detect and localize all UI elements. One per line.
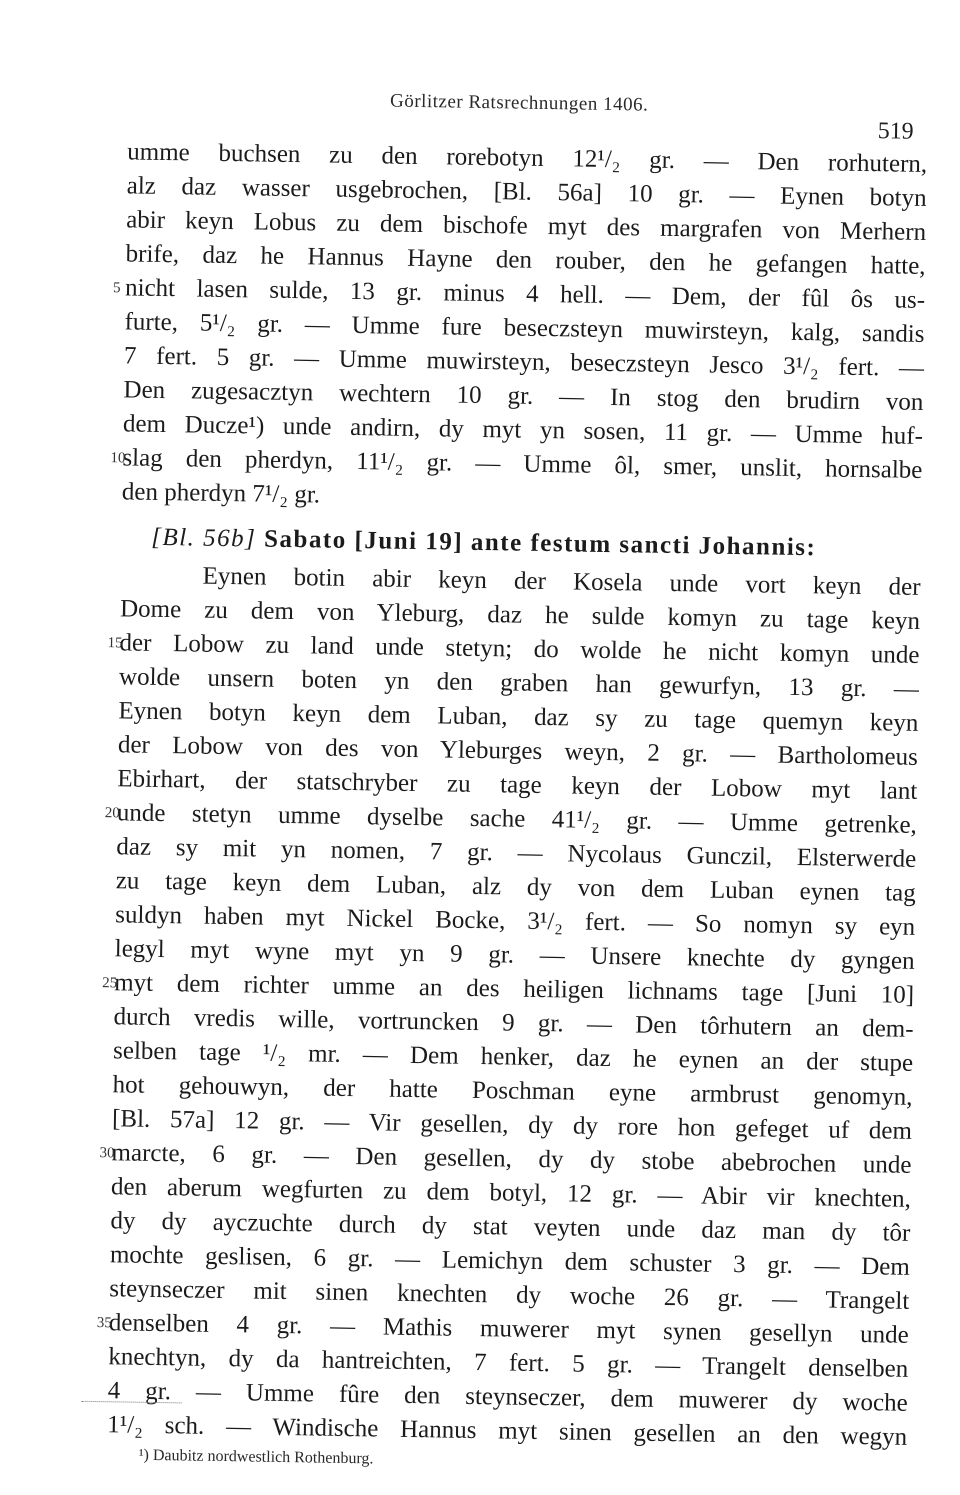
text-line: furte, 5¹/₂ gr. — Umme fure beseczsteyn muwirsteyn, kalg, sandis [124, 308, 925, 348]
line-number: 30 [99, 1145, 115, 1162]
footnote: ¹) Daubitz nordwestlich Rothenburg. [138, 1446, 374, 1468]
text-line: dy dy ayczuchte durch dy stat veyten unde daz man dy tôr [110, 1207, 911, 1247]
text-line: durch vredis wille, vortruncken 9 gr. — Den tôrhutern an dem- [113, 1003, 914, 1043]
text-line: legyl myt wyne myt yn 9 gr. — Unsere knechte dy gyngen [114, 935, 915, 975]
folio-reference: [Bl. 56b] [150, 523, 257, 553]
text-line: hot gehouwyn, der hatte Poschman eyne armbrust genomyn, [112, 1071, 913, 1111]
text-line: steynseczer mit sinen knechten dy woche 26 gr. — Trangelt [109, 1275, 910, 1315]
text-line: marcte, 6 gr. — Den gesellen, dy dy stobe abebrochen unde [111, 1139, 912, 1179]
line-number: 25 [102, 975, 118, 992]
text-line: der Lobow von des von Yleburges weyn, 2 gr. — Bartholomeus [117, 731, 919, 771]
heading-text: Sabato [Juni 19] ante festum sancti Johannis: [263, 525, 817, 562]
text-line: abir keyn Lobus zu dem bischofe myt des margrafen von Merhern [125, 206, 927, 246]
text-line: slag den pherdyn, 11¹/₂ gr. — Umme ôl, smer, unslit, hornsalbe [122, 444, 923, 484]
text-line: Dome zu dem von Yleburg, daz he sulde komyn zu tage keyn [119, 595, 921, 635]
section-heading [151, 523, 911, 565]
text-line: myt dem richter umme an des heiligen lichnams tage [Juni 10] [113, 969, 915, 1009]
text-line: daz sy mit yn nomen, 7 gr. — Nycolaus Gunczil, Elsterwerde [116, 833, 917, 873]
text-line: suldyn haben myt Nickel Bocke, 3¹/₂ fert. — So nomyn sy eyn [115, 901, 916, 941]
text-line: dem Ducze¹) unde andirn, dy myt yn sosen, 11 gr. — Umme huf- [122, 410, 924, 450]
text-line: selben tage ¹/₂ mr. — Dem henker, daz he eynen an der stupe [112, 1037, 914, 1077]
line-number: 10 [110, 450, 126, 467]
text-line: mochte geslisen, 6 gr. — Lemichyn dem schuster 3 gr. — Dem [109, 1241, 911, 1281]
line-number: 5 [112, 280, 121, 297]
text-line: Eynen botin abir keyn der Kosela unde vort keyn der [202, 562, 921, 601]
text-line: 4 gr. — Umme fûre den steynseczer, dem muwerer dy woche [107, 1377, 908, 1417]
text-line: Den zugesacztyn wechtern 10 gr. — In stog den brudirn von [123, 376, 924, 416]
text-line: [Bl. 57a] 12 gr. — Vir gesellen, dy dy rore hon gefeget uf dem [111, 1105, 913, 1145]
text-line: umme buchsen zu den rorebotyn 12¹/₂ gr. — Den rorhutern, [127, 138, 928, 178]
page-number: 519 [877, 118, 914, 145]
text-line: 7 fert. 5 gr. — Umme muwirsteyn, beseczsteyn Jesco 3¹/₂ fert. — [123, 342, 925, 382]
text-line: nicht lasen sulde, 13 gr. minus 4 hell. — Dem, der fûl ôs us- [124, 274, 926, 314]
running-header: Görlitzer Ratsrechnungen 1406. [389, 90, 649, 116]
text-line: der Lobow zu land unde stetyn; do wolde he nicht komyn unde [119, 629, 920, 669]
text-line: den pherdyn 7¹/₂ gr. [121, 478, 321, 509]
text-line: denselben 4 gr. — Mathis muwerer myt synen gesellyn unde [108, 1309, 909, 1349]
text-line: Eynen botyn keyn dem Luban, daz sy zu tage quemyn keyn [118, 697, 919, 737]
text-line: den aberum wegfurten zu dem botyl, 12 gr. — Abir vir knechten, [110, 1173, 912, 1213]
text-line: 1¹/₂ sch. — Windische Hannus myt sinen gesellen an den wegyn [107, 1411, 908, 1451]
text-line: unde stetyn umme dyselbe sache 41¹/₂ gr. — Umme getrenke, [116, 799, 917, 839]
line-number: 20 [104, 805, 120, 822]
text-line: zu tage keyn dem Luban, alz dy von dem Luban eynen tag [115, 867, 916, 907]
text-line: brife, daz he Hannus Hayne den rouber, den he gefangen hatte, [125, 240, 926, 280]
text-line: Ebirhart, der statschryber zu tage keyn der Lobow myt lant [117, 765, 918, 805]
line-number: 35 [96, 1315, 112, 1332]
text-line: knechtyn, dy da hantreichten, 7 fert. 5 gr. — Trangelt denselben [108, 1343, 909, 1383]
line-number: 15 [107, 635, 123, 652]
text-line: alz daz wasser usgebrochen, [Bl. 56a] 10 gr. — Eynen botyn [126, 172, 927, 212]
text-line: wolde unsern boten yn den graben han gewurfyn, 13 gr. — [118, 663, 920, 703]
